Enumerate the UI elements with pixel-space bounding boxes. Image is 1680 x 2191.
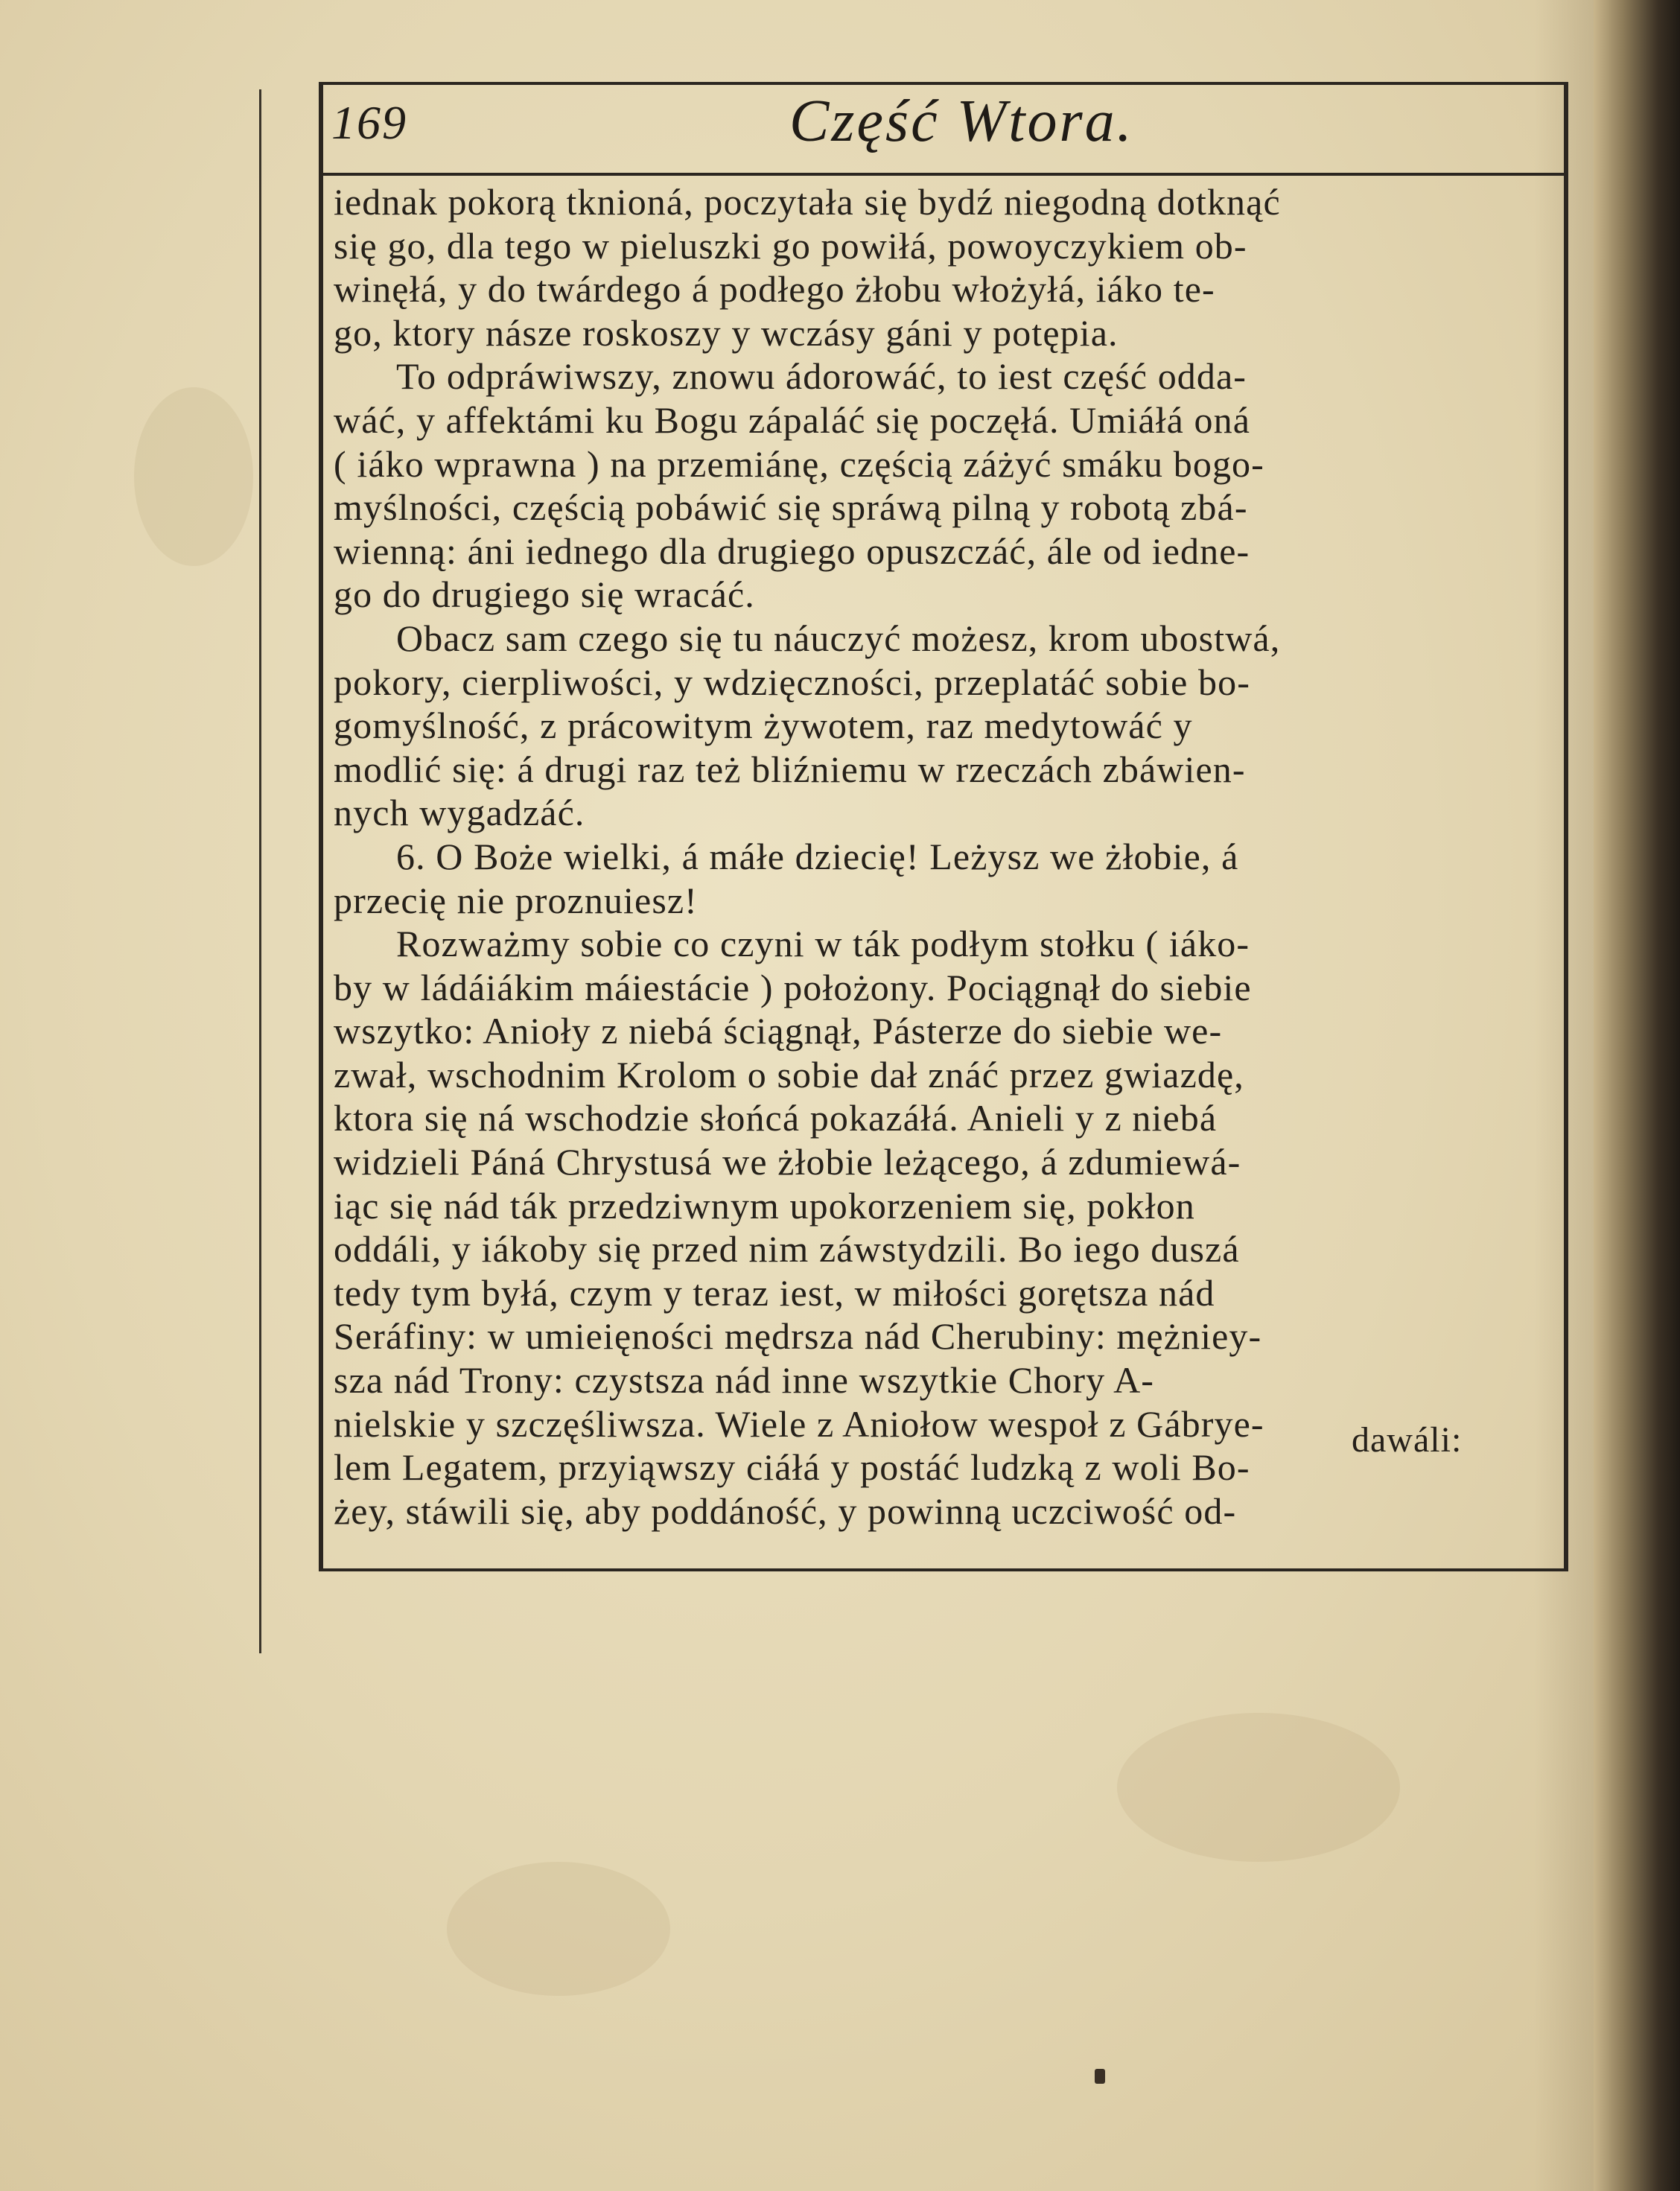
text-line: żey, stáwili się, aby poddáność, y powinną uczciwość od-	[334, 1489, 1237, 1532]
text-line: lem Legatem, przyiąwszy ciáłá y postáć ludzką z woli Bo-	[334, 1446, 1250, 1489]
paper-stain	[134, 387, 253, 566]
paper-stain	[447, 1862, 670, 1996]
text-line: oddáli, y iákoby się przed nim záwstydzili. Bo iego duszá	[334, 1228, 1240, 1271]
text-line: go, ktory násze roskoszy y wczásy gáni y potępia.	[334, 311, 1119, 354]
text-line: 6. O Boże wielki, á máłe dziecię! Leżysz we żłobie, á	[396, 835, 1239, 877]
text-line: pokory, cierpliwości, y wdzięczności, przeplatáć sobie bo-	[334, 661, 1250, 703]
ink-mark	[1095, 2069, 1105, 2084]
body-text	[334, 180, 1555, 1533]
text-line: wáć, y affektámi ku Bogu zápaláć się poczęłá. Umiáłá oná	[334, 398, 1251, 441]
text-line: by w ládáiákim máiestácie ) położony. Pociągnął do siebie	[334, 966, 1252, 1008]
text-line: wienną: áni iednego dla drugiego opuszczáć, ále od iedne-	[334, 530, 1250, 572]
page-number: 169	[331, 96, 407, 149]
book-spine	[1594, 0, 1680, 2191]
text-line: nielskie y szczęśliwsza. Wiele z Aniołow wespoł z Gábrye-	[334, 1402, 1264, 1445]
text-line: się go, dla tego w pieluszki go powiłá, powoyczykiem ob-	[334, 224, 1247, 267]
text-line: zwał, wschodnim Krolom o sobie dał znáć przez gwiazdę,	[334, 1053, 1244, 1096]
outer-margin-rule	[259, 89, 261, 1653]
text-line: modlić się: á drugi raz też bliźniemu w rzeczách zbáwien-	[334, 748, 1246, 790]
running-head: Część Wtora.	[789, 89, 1134, 154]
text-line: iąc się nád ták przedziwnym upokorzeniem się, pokłon	[334, 1184, 1195, 1227]
text-line: widzieli Páná Chrystusá we żłobie leżącego, á zdumiewá-	[334, 1141, 1241, 1183]
text-line: myślności, częścią pobáwić się spráwą pilną y robotą zbá-	[334, 486, 1248, 529]
text-line: To odpráwiwszy, znowu ádorowáć, to iest część odda-	[396, 355, 1247, 398]
text-line: Seráfiny: w umieięności mędrsza nád Cherubiny: mężniey-	[334, 1315, 1262, 1358]
paper-stain	[1117, 1713, 1400, 1862]
text-line: przecię nie proznuiesz!	[334, 879, 698, 921]
text-line: sza nád Trony: czystsza nád inne wszytkie Chory A-	[334, 1359, 1155, 1402]
text-line: gomyślność, z prácowitym żywotem, raz medytowáć y	[334, 705, 1193, 747]
text-line: winęłá, y do twárdego á podłego żłobu włożyłá, iáko te-	[334, 268, 1215, 311]
text-line: nych wygadzáć.	[334, 792, 585, 834]
text-line: wszytko: Anioły z niebá ściągnął, Pásterze do siebie we-	[334, 1010, 1223, 1052]
text-line: ktora się ná wschodzie słońcá pokazáłá. Anieli y z niebá	[334, 1097, 1218, 1139]
text-line: Rozważmy sobie co czyni w ták podłym stołku ( iáko-	[396, 923, 1250, 965]
header-rule	[319, 173, 1568, 176]
text-line: tedy tym byłá, czym y teraz iest, w miłości gorętsza nád	[334, 1271, 1215, 1314]
text-line: ( iáko wprawna ) na przemiánę, częścią záżyć smáku bogo-	[334, 442, 1264, 485]
text-line: iednak pokorą tknioná, poczytała się bydź niegodną dotknąć	[334, 181, 1281, 223]
catchword: dawáli:	[1352, 1420, 1463, 1460]
text-line: go do drugiego się wracáć.	[334, 573, 755, 616]
text-line: Obacz sam czego się tu náuczyć możesz, krom ubostwá,	[396, 617, 1281, 659]
